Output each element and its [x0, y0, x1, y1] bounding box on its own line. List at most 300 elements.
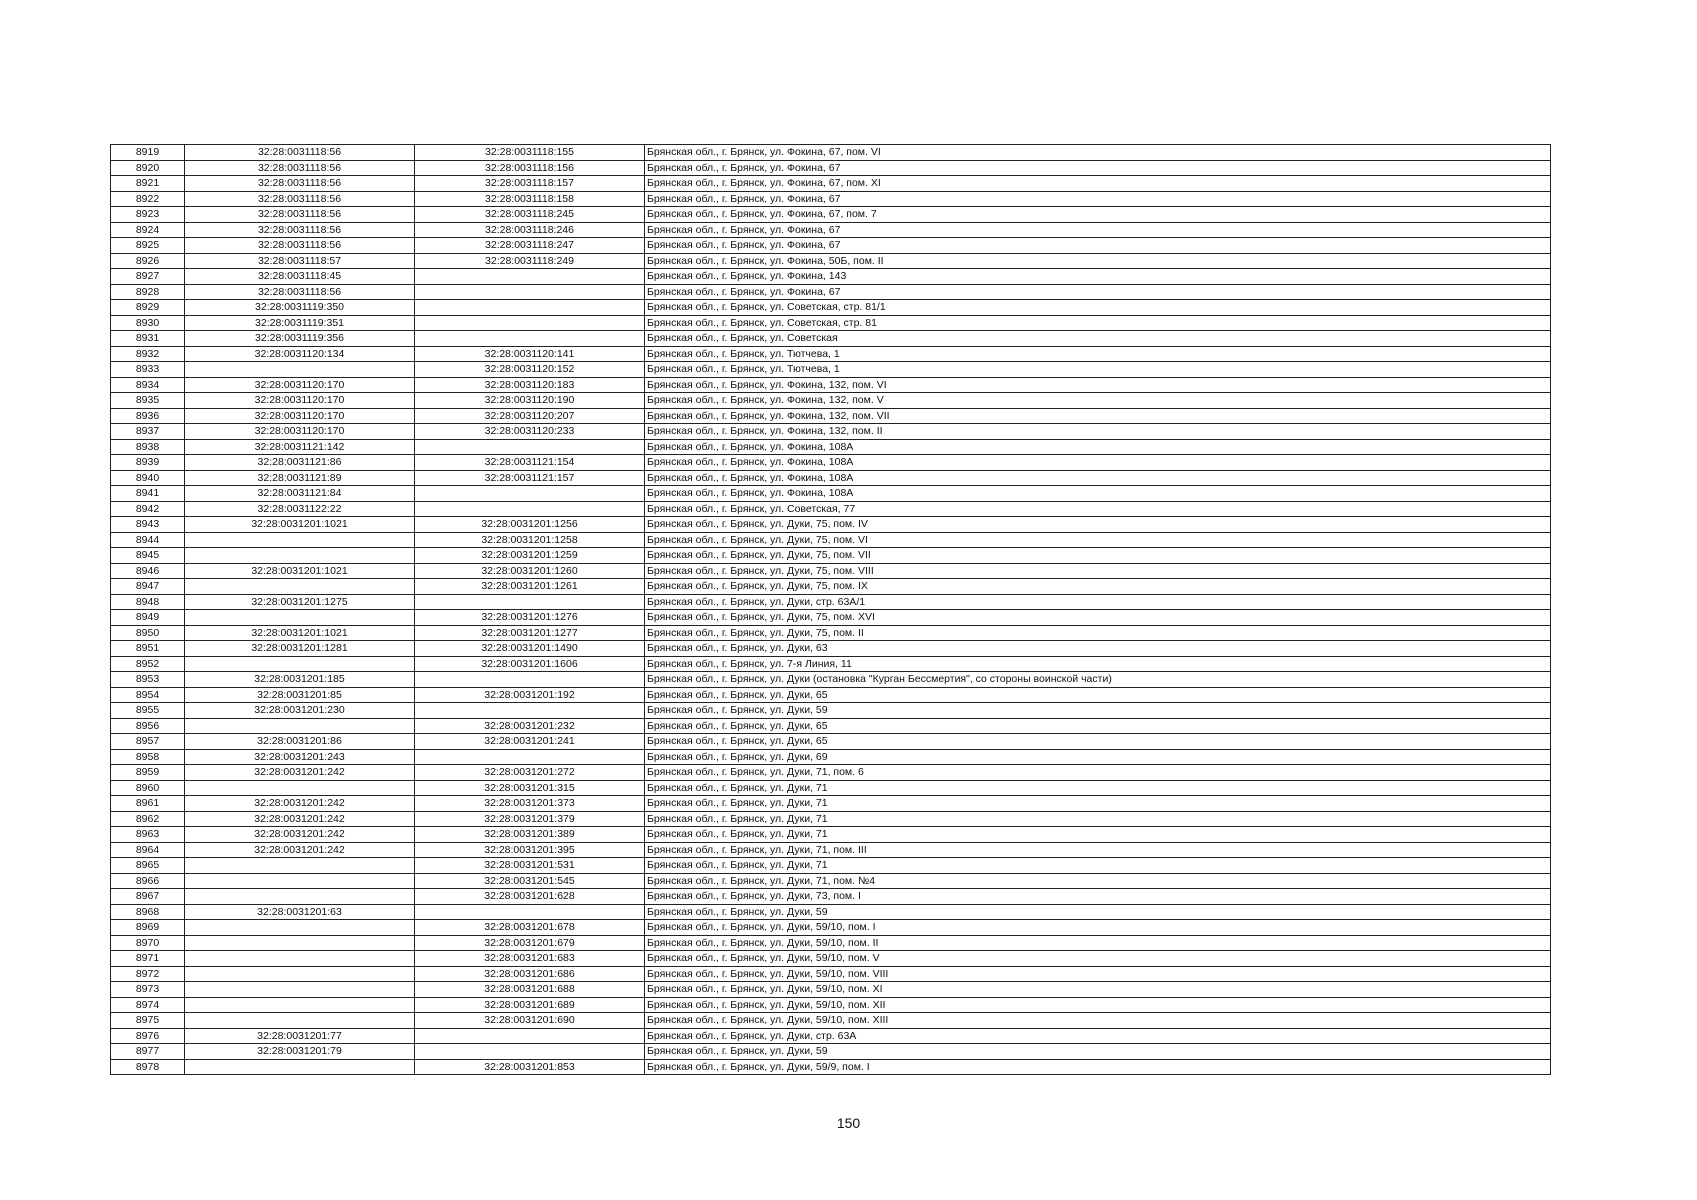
address-cell: Брянская обл., г. Брянск, ул. Дуки, 59/10, пом. II — [645, 935, 1551, 951]
object-cadastral-number-cell: 32:28:0031118:156 — [415, 160, 645, 176]
object-cadastral-number-cell — [415, 486, 645, 502]
parcel-cadastral-number-cell: 32:28:0031118:56 — [185, 222, 415, 238]
address-cell: Брянская обл., г. Брянск, ул. Дуки, 75, пом. VI — [645, 532, 1551, 548]
table-row — [111, 501, 1551, 517]
object-cadastral-number-cell: 32:28:0031201:315 — [415, 780, 645, 796]
row-number-cell: 8969 — [111, 920, 185, 936]
table-row — [111, 718, 1551, 734]
table-row — [111, 796, 1551, 812]
address-cell: Брянская обл., г. Брянск, ул. Дуки, 73, пом. I — [645, 889, 1551, 905]
row-number-cell: 8955 — [111, 703, 185, 719]
address-cell: Брянская обл., г. Брянск, ул. Фокина, 67, пом. 7 — [645, 207, 1551, 223]
address-cell: Брянская обл., г. Брянск, ул. Дуки, 65 — [645, 734, 1551, 750]
table-row — [111, 579, 1551, 595]
object-cadastral-number-cell: 32:28:0031118:155 — [415, 145, 645, 161]
address-cell: Брянская обл., г. Брянск, ул. Фокина, 132, пом. II — [645, 424, 1551, 440]
parcel-cadastral-number-cell: 32:28:0031201:1281 — [185, 641, 415, 657]
row-number-cell: 8972 — [111, 966, 185, 982]
address-cell: Брянская обл., г. Брянск, ул. Дуки, 71 — [645, 780, 1551, 796]
table-row — [111, 362, 1551, 378]
table-row — [111, 486, 1551, 502]
table-row — [111, 765, 1551, 781]
address-cell: Брянская обл., г. Брянск, ул. Тютчева, 1 — [645, 346, 1551, 362]
table-row — [111, 889, 1551, 905]
object-cadastral-number-cell — [415, 904, 645, 920]
address-cell: Брянская обл., г. Брянск, ул. Фокина, 67 — [645, 191, 1551, 207]
row-number-cell: 8945 — [111, 548, 185, 564]
address-cell: Брянская обл., г. Брянск, ул. Фокина, 67, пом. VI — [645, 145, 1551, 161]
row-number-cell: 8970 — [111, 935, 185, 951]
parcel-cadastral-number-cell — [185, 780, 415, 796]
object-cadastral-number-cell: 32:28:0031201:689 — [415, 997, 645, 1013]
object-cadastral-number-cell: 32:28:0031118:249 — [415, 253, 645, 269]
table-row — [111, 858, 1551, 874]
table-row — [111, 207, 1551, 223]
parcel-cadastral-number-cell: 32:28:0031119:356 — [185, 331, 415, 347]
table-row — [111, 269, 1551, 285]
row-number-cell: 8976 — [111, 1028, 185, 1044]
row-number-cell: 8973 — [111, 982, 185, 998]
object-cadastral-number-cell: 32:28:0031120:190 — [415, 393, 645, 409]
address-cell: Брянская обл., г. Брянск, ул. Фокина, 67 — [645, 284, 1551, 300]
parcel-cadastral-number-cell: 32:28:0031201:242 — [185, 796, 415, 812]
parcel-cadastral-number-cell: 32:28:0031201:243 — [185, 749, 415, 765]
object-cadastral-number-cell: 32:28:0031120:233 — [415, 424, 645, 440]
row-number-cell: 8937 — [111, 424, 185, 440]
row-number-cell: 8928 — [111, 284, 185, 300]
object-cadastral-number-cell: 32:28:0031120:152 — [415, 362, 645, 378]
object-cadastral-number-cell — [415, 439, 645, 455]
row-number-cell: 8947 — [111, 579, 185, 595]
parcel-cadastral-number-cell — [185, 935, 415, 951]
parcel-cadastral-number-cell — [185, 920, 415, 936]
row-number-cell: 8943 — [111, 517, 185, 533]
row-number-cell: 8922 — [111, 191, 185, 207]
row-number-cell: 8948 — [111, 594, 185, 610]
table-row — [111, 439, 1551, 455]
address-cell: Брянская обл., г. Брянск, ул. Тютчева, 1 — [645, 362, 1551, 378]
address-cell: Брянская обл., г. Брянск, ул. Дуки, 59/10, пом. V — [645, 951, 1551, 967]
object-cadastral-number-cell: 32:28:0031201:853 — [415, 1059, 645, 1075]
address-cell: Брянская обл., г. Брянск, ул. Дуки, 71 — [645, 811, 1551, 827]
parcel-cadastral-number-cell: 32:28:0031201:230 — [185, 703, 415, 719]
table-row — [111, 1044, 1551, 1060]
object-cadastral-number-cell: 32:28:0031201:1259 — [415, 548, 645, 564]
row-number-cell: 8964 — [111, 842, 185, 858]
address-cell: Брянская обл., г. Брянск, ул. Дуки, 59/10, пом. I — [645, 920, 1551, 936]
row-number-cell: 8932 — [111, 346, 185, 362]
parcel-cadastral-number-cell — [185, 997, 415, 1013]
row-number-cell: 8929 — [111, 300, 185, 316]
object-cadastral-number-cell: 32:28:0031201:1261 — [415, 579, 645, 595]
object-cadastral-number-cell: 32:28:0031201:373 — [415, 796, 645, 812]
parcel-cadastral-number-cell: 32:28:0031120:170 — [185, 377, 415, 393]
object-cadastral-number-cell — [415, 269, 645, 285]
object-cadastral-number-cell — [415, 501, 645, 517]
table-row — [111, 393, 1551, 409]
table-row — [111, 1059, 1551, 1075]
table-row — [111, 1013, 1551, 1029]
address-cell: Брянская обл., г. Брянск, ул. Дуки, стр. 63А/1 — [645, 594, 1551, 610]
address-cell: Брянская обл., г. Брянск, ул. 7-я Линия, 11 — [645, 656, 1551, 672]
address-cell: Брянская обл., г. Брянск, ул. Фокина, 132, пом. V — [645, 393, 1551, 409]
parcel-cadastral-number-cell — [185, 1059, 415, 1075]
parcel-cadastral-number-cell: 32:28:0031118:56 — [185, 284, 415, 300]
parcel-cadastral-number-cell — [185, 1013, 415, 1029]
address-cell: Брянская обл., г. Брянск, ул. Дуки, 65 — [645, 718, 1551, 734]
parcel-cadastral-number-cell — [185, 966, 415, 982]
address-cell: Брянская обл., г. Брянск, ул. Дуки, 59/10, пом. XII — [645, 997, 1551, 1013]
row-number-cell: 8934 — [111, 377, 185, 393]
object-cadastral-number-cell: 32:28:0031120:141 — [415, 346, 645, 362]
parcel-cadastral-number-cell: 32:28:0031118:56 — [185, 176, 415, 192]
parcel-cadastral-number-cell: 32:28:0031120:170 — [185, 424, 415, 440]
table-row — [111, 594, 1551, 610]
address-cell: Брянская обл., г. Брянск, ул. Дуки, 75, пом. XVI — [645, 610, 1551, 626]
object-cadastral-number-cell: 32:28:0031201:1258 — [415, 532, 645, 548]
parcel-cadastral-number-cell: 32:28:0031201:1275 — [185, 594, 415, 610]
address-cell: Брянская обл., г. Брянск, ул. Советская — [645, 331, 1551, 347]
table-row — [111, 1028, 1551, 1044]
object-cadastral-number-cell: 32:28:0031201:272 — [415, 765, 645, 781]
parcel-cadastral-number-cell — [185, 362, 415, 378]
address-cell: Брянская обл., г. Брянск, ул. Дуки, 71 — [645, 827, 1551, 843]
table-row — [111, 842, 1551, 858]
parcel-cadastral-number-cell — [185, 951, 415, 967]
row-number-cell: 8951 — [111, 641, 185, 657]
parcel-cadastral-number-cell: 32:28:0031119:350 — [185, 300, 415, 316]
object-cadastral-number-cell: 32:28:0031121:154 — [415, 455, 645, 471]
object-cadastral-number-cell: 32:28:0031201:690 — [415, 1013, 645, 1029]
object-cadastral-number-cell: 32:28:0031201:679 — [415, 935, 645, 951]
row-number-cell: 8920 — [111, 160, 185, 176]
parcel-cadastral-number-cell: 32:28:0031121:84 — [185, 486, 415, 502]
parcel-cadastral-number-cell: 32:28:0031118:45 — [185, 269, 415, 285]
cadastral-table-body — [111, 145, 1551, 1075]
table-row — [111, 346, 1551, 362]
table-row — [111, 222, 1551, 238]
address-cell: Брянская обл., г. Брянск, ул. Дуки, 59/9, пом. I — [645, 1059, 1551, 1075]
object-cadastral-number-cell: 32:28:0031201:686 — [415, 966, 645, 982]
address-cell: Брянская обл., г. Брянск, ул. Фокина, 67 — [645, 238, 1551, 254]
row-number-cell: 8933 — [111, 362, 185, 378]
row-number-cell: 8978 — [111, 1059, 185, 1075]
row-number-cell: 8923 — [111, 207, 185, 223]
table-row — [111, 997, 1551, 1013]
address-cell: Брянская обл., г. Брянск, ул. Дуки, 75, пом. IV — [645, 517, 1551, 533]
object-cadastral-number-cell: 32:28:0031201:678 — [415, 920, 645, 936]
table-row — [111, 625, 1551, 641]
row-number-cell: 8930 — [111, 315, 185, 331]
object-cadastral-number-cell — [415, 1044, 645, 1060]
parcel-cadastral-number-cell: 32:28:0031201:63 — [185, 904, 415, 920]
object-cadastral-number-cell — [415, 703, 645, 719]
row-number-cell: 8935 — [111, 393, 185, 409]
table-row — [111, 176, 1551, 192]
address-cell: Брянская обл., г. Брянск, ул. Дуки, 59/10, пом. XIII — [645, 1013, 1551, 1029]
object-cadastral-number-cell: 32:28:0031201:192 — [415, 687, 645, 703]
row-number-cell: 8926 — [111, 253, 185, 269]
address-cell: Брянская обл., г. Брянск, ул. Фокина, 108А — [645, 439, 1551, 455]
parcel-cadastral-number-cell — [185, 656, 415, 672]
row-number-cell: 8942 — [111, 501, 185, 517]
parcel-cadastral-number-cell: 32:28:0031201:1021 — [185, 517, 415, 533]
parcel-cadastral-number-cell: 32:28:0031201:1021 — [185, 563, 415, 579]
object-cadastral-number-cell — [415, 284, 645, 300]
object-cadastral-number-cell: 32:28:0031201:683 — [415, 951, 645, 967]
parcel-cadastral-number-cell — [185, 579, 415, 595]
parcel-cadastral-number-cell — [185, 532, 415, 548]
row-number-cell: 8974 — [111, 997, 185, 1013]
table-row — [111, 811, 1551, 827]
address-cell: Брянская обл., г. Брянск, ул. Дуки, 75, пом. IX — [645, 579, 1551, 595]
row-number-cell: 8952 — [111, 656, 185, 672]
object-cadastral-number-cell: 32:28:0031121:157 — [415, 470, 645, 486]
address-cell: Брянская обл., г. Брянск, ул. Дуки (остановка "Курган Бессмертия", со стороны воинской части) — [645, 672, 1551, 688]
address-cell: Брянская обл., г. Брянск, ул. Дуки, 59/10, пом. XI — [645, 982, 1551, 998]
table-row — [111, 563, 1551, 579]
object-cadastral-number-cell: 32:28:0031201:531 — [415, 858, 645, 874]
address-cell: Брянская обл., г. Брянск, ул. Дуки, 65 — [645, 687, 1551, 703]
object-cadastral-number-cell: 32:28:0031201:1276 — [415, 610, 645, 626]
address-cell: Брянская обл., г. Брянск, ул. Дуки, 71 — [645, 858, 1551, 874]
address-cell: Брянская обл., г. Брянск, ул. Дуки, 75, пом. VII — [645, 548, 1551, 564]
object-cadastral-number-cell: 32:28:0031201:395 — [415, 842, 645, 858]
parcel-cadastral-number-cell: 32:28:0031201:242 — [185, 765, 415, 781]
object-cadastral-number-cell: 32:28:0031201:241 — [415, 734, 645, 750]
address-cell: Брянская обл., г. Брянск, ул. Дуки, 59 — [645, 904, 1551, 920]
address-cell: Брянская обл., г. Брянск, ул. Дуки, 59 — [645, 703, 1551, 719]
table-row — [111, 300, 1551, 316]
parcel-cadastral-number-cell: 32:28:0031121:89 — [185, 470, 415, 486]
row-number-cell: 8965 — [111, 858, 185, 874]
parcel-cadastral-number-cell: 32:28:0031201:85 — [185, 687, 415, 703]
parcel-cadastral-number-cell: 32:28:0031122:22 — [185, 501, 415, 517]
address-cell: Брянская обл., г. Брянск, ул. Фокина, 67 — [645, 222, 1551, 238]
address-cell: Брянская обл., г. Брянск, ул. Дуки, 75, пом. II — [645, 625, 1551, 641]
table-row — [111, 734, 1551, 750]
table-row — [111, 424, 1551, 440]
table-row — [111, 315, 1551, 331]
row-number-cell: 8966 — [111, 873, 185, 889]
parcel-cadastral-number-cell: 32:28:0031118:56 — [185, 191, 415, 207]
parcel-cadastral-number-cell: 32:28:0031120:170 — [185, 393, 415, 409]
row-number-cell: 8927 — [111, 269, 185, 285]
parcel-cadastral-number-cell: 32:28:0031118:57 — [185, 253, 415, 269]
parcel-cadastral-number-cell: 32:28:0031201:185 — [185, 672, 415, 688]
object-cadastral-number-cell: 32:28:0031120:183 — [415, 377, 645, 393]
parcel-cadastral-number-cell: 32:28:0031118:56 — [185, 160, 415, 176]
object-cadastral-number-cell — [415, 331, 645, 347]
table-row — [111, 656, 1551, 672]
object-cadastral-number-cell — [415, 300, 645, 316]
address-cell: Брянская обл., г. Брянск, ул. Фокина, 108А — [645, 470, 1551, 486]
parcel-cadastral-number-cell: 32:28:0031118:56 — [185, 238, 415, 254]
table-row — [111, 982, 1551, 998]
table-row — [111, 238, 1551, 254]
table-row — [111, 780, 1551, 796]
table-row — [111, 873, 1551, 889]
page-number: 150 — [836, 1115, 861, 1131]
table-row — [111, 548, 1551, 564]
address-cell: Брянская обл., г. Брянск, ул. Дуки, 63 — [645, 641, 1551, 657]
table-row — [111, 253, 1551, 269]
parcel-cadastral-number-cell: 32:28:0031118:56 — [185, 207, 415, 223]
table-row — [111, 377, 1551, 393]
row-number-cell: 8962 — [111, 811, 185, 827]
table-row — [111, 610, 1551, 626]
row-number-cell: 8925 — [111, 238, 185, 254]
table-row — [111, 408, 1551, 424]
address-cell: Брянская обл., г. Брянск, ул. Дуки, 71, пом. III — [645, 842, 1551, 858]
parcel-cadastral-number-cell: 32:28:0031118:56 — [185, 145, 415, 161]
table-row — [111, 672, 1551, 688]
table-row — [111, 145, 1551, 161]
address-cell: Брянская обл., г. Брянск, ул. Дуки, 71 — [645, 796, 1551, 812]
row-number-cell: 8919 — [111, 145, 185, 161]
parcel-cadastral-number-cell: 32:28:0031121:86 — [185, 455, 415, 471]
table-row — [111, 935, 1551, 951]
row-number-cell: 8924 — [111, 222, 185, 238]
address-cell: Брянская обл., г. Брянск, ул. Дуки, 59/10, пом. VIII — [645, 966, 1551, 982]
row-number-cell: 8950 — [111, 625, 185, 641]
parcel-cadastral-number-cell: 32:28:0031120:134 — [185, 346, 415, 362]
parcel-cadastral-number-cell — [185, 610, 415, 626]
table-row — [111, 517, 1551, 533]
object-cadastral-number-cell: 32:28:0031201:688 — [415, 982, 645, 998]
table-row — [111, 951, 1551, 967]
table-row — [111, 470, 1551, 486]
object-cadastral-number-cell: 32:28:0031118:158 — [415, 191, 645, 207]
parcel-cadastral-number-cell: 32:28:0031120:170 — [185, 408, 415, 424]
row-number-cell: 8958 — [111, 749, 185, 765]
object-cadastral-number-cell: 32:28:0031201:389 — [415, 827, 645, 843]
object-cadastral-number-cell: 32:28:0031118:246 — [415, 222, 645, 238]
parcel-cadastral-number-cell: 32:28:0031201:242 — [185, 827, 415, 843]
address-cell: Брянская обл., г. Брянск, ул. Дуки, 71, пом. 6 — [645, 765, 1551, 781]
parcel-cadastral-number-cell — [185, 873, 415, 889]
table-row — [111, 532, 1551, 548]
row-number-cell: 8944 — [111, 532, 185, 548]
object-cadastral-number-cell — [415, 315, 645, 331]
address-cell: Брянская обл., г. Брянск, ул. Фокина, 108А — [645, 455, 1551, 471]
object-cadastral-number-cell: 32:28:0031201:628 — [415, 889, 645, 905]
address-cell: Брянская обл., г. Брянск, ул. Фокина, 132, пом. VII — [645, 408, 1551, 424]
object-cadastral-number-cell: 32:28:0031201:1260 — [415, 563, 645, 579]
parcel-cadastral-number-cell — [185, 982, 415, 998]
row-number-cell: 8957 — [111, 734, 185, 750]
table-row — [111, 284, 1551, 300]
address-cell: Брянская обл., г. Брянск, ул. Советская, стр. 81/1 — [645, 300, 1551, 316]
address-cell: Брянская обл., г. Брянск, ул. Фокина, 67, пом. XI — [645, 176, 1551, 192]
row-number-cell: 8931 — [111, 331, 185, 347]
row-number-cell: 8968 — [111, 904, 185, 920]
address-cell: Брянская обл., г. Брянск, ул. Советская, 77 — [645, 501, 1551, 517]
parcel-cadastral-number-cell: 32:28:0031201:242 — [185, 811, 415, 827]
table-row — [111, 191, 1551, 207]
parcel-cadastral-number-cell — [185, 858, 415, 874]
table-row — [111, 966, 1551, 982]
parcel-cadastral-number-cell: 32:28:0031201:86 — [185, 734, 415, 750]
row-number-cell: 8960 — [111, 780, 185, 796]
address-cell: Брянская обл., г. Брянск, ул. Фокина, 132, пом. VI — [645, 377, 1551, 393]
table-row — [111, 920, 1551, 936]
row-number-cell: 8949 — [111, 610, 185, 626]
object-cadastral-number-cell: 32:28:0031201:232 — [415, 718, 645, 734]
table-row — [111, 641, 1551, 657]
table-row — [111, 160, 1551, 176]
table-row — [111, 827, 1551, 843]
row-number-cell: 8975 — [111, 1013, 185, 1029]
row-number-cell: 8946 — [111, 563, 185, 579]
row-number-cell: 8963 — [111, 827, 185, 843]
object-cadastral-number-cell: 32:28:0031201:1256 — [415, 517, 645, 533]
object-cadastral-number-cell: 32:28:0031201:379 — [415, 811, 645, 827]
parcel-cadastral-number-cell — [185, 548, 415, 564]
parcel-cadastral-number-cell: 32:28:0031119:351 — [185, 315, 415, 331]
row-number-cell: 8977 — [111, 1044, 185, 1060]
object-cadastral-number-cell: 32:28:0031120:207 — [415, 408, 645, 424]
row-number-cell: 8971 — [111, 951, 185, 967]
object-cadastral-number-cell: 32:28:0031118:157 — [415, 176, 645, 192]
row-number-cell: 8967 — [111, 889, 185, 905]
table-row — [111, 687, 1551, 703]
parcel-cadastral-number-cell: 32:28:0031201:79 — [185, 1044, 415, 1060]
row-number-cell: 8921 — [111, 176, 185, 192]
row-number-cell: 8936 — [111, 408, 185, 424]
row-number-cell: 8953 — [111, 672, 185, 688]
parcel-cadastral-number-cell — [185, 718, 415, 734]
table-row — [111, 331, 1551, 347]
address-cell: Брянская обл., г. Брянск, ул. Дуки, 71, пом. №4 — [645, 873, 1551, 889]
row-number-cell: 8939 — [111, 455, 185, 471]
address-cell: Брянская обл., г. Брянск, ул. Фокина, 67 — [645, 160, 1551, 176]
cadastral-table — [110, 144, 1551, 1075]
row-number-cell: 8941 — [111, 486, 185, 502]
object-cadastral-number-cell — [415, 1028, 645, 1044]
object-cadastral-number-cell: 32:28:0031201:1277 — [415, 625, 645, 641]
object-cadastral-number-cell: 32:28:0031201:1490 — [415, 641, 645, 657]
address-cell: Брянская обл., г. Брянск, ул. Советская, стр. 81 — [645, 315, 1551, 331]
address-cell: Брянская обл., г. Брянск, ул. Фокина, 50Б, пом. II — [645, 253, 1551, 269]
object-cadastral-number-cell: 32:28:0031118:247 — [415, 238, 645, 254]
row-number-cell: 8956 — [111, 718, 185, 734]
object-cadastral-number-cell — [415, 594, 645, 610]
parcel-cadastral-number-cell: 32:28:0031121:142 — [185, 439, 415, 455]
row-number-cell: 8938 — [111, 439, 185, 455]
address-cell: Брянская обл., г. Брянск, ул. Дуки, 69 — [645, 749, 1551, 765]
object-cadastral-number-cell: 32:28:0031118:245 — [415, 207, 645, 223]
parcel-cadastral-number-cell: 32:28:0031201:242 — [185, 842, 415, 858]
parcel-cadastral-number-cell — [185, 889, 415, 905]
table-row — [111, 904, 1551, 920]
object-cadastral-number-cell — [415, 749, 645, 765]
object-cadastral-number-cell: 32:28:0031201:1606 — [415, 656, 645, 672]
table-row — [111, 749, 1551, 765]
address-cell: Брянская обл., г. Брянск, ул. Дуки, 59 — [645, 1044, 1551, 1060]
object-cadastral-number-cell — [415, 672, 645, 688]
address-cell: Брянская обл., г. Брянск, ул. Дуки, стр. 63А — [645, 1028, 1551, 1044]
row-number-cell: 8954 — [111, 687, 185, 703]
object-cadastral-number-cell: 32:28:0031201:545 — [415, 873, 645, 889]
table-row — [111, 703, 1551, 719]
row-number-cell: 8940 — [111, 470, 185, 486]
parcel-cadastral-number-cell: 32:28:0031201:1021 — [185, 625, 415, 641]
address-cell: Брянская обл., г. Брянск, ул. Фокина, 108А — [645, 486, 1551, 502]
address-cell: Брянская обл., г. Брянск, ул. Дуки, 75, пом. VIII — [645, 563, 1551, 579]
address-cell: Брянская обл., г. Брянск, ул. Фокина, 143 — [645, 269, 1551, 285]
row-number-cell: 8961 — [111, 796, 185, 812]
